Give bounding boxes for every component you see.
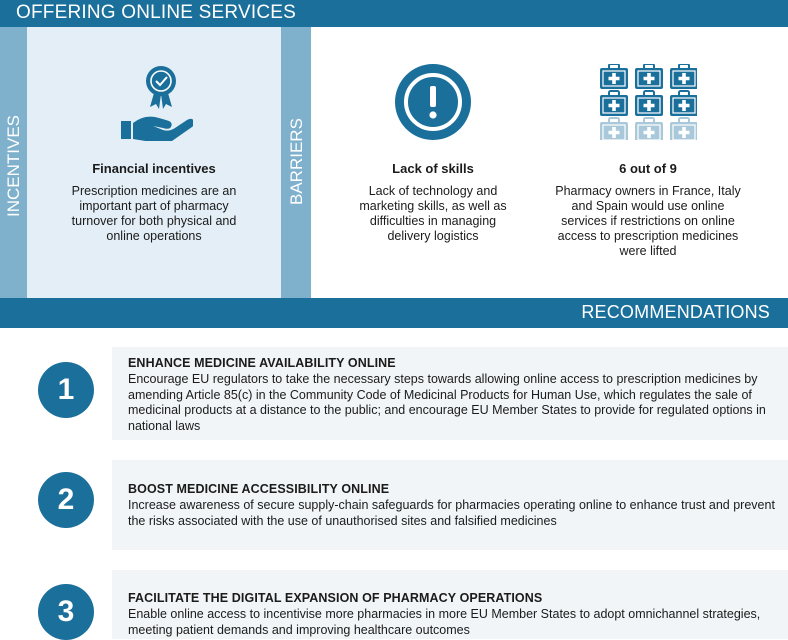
medical-kit-icon [635, 118, 663, 140]
recommendation-number-3: 3 [38, 584, 94, 640]
header-bar [0, 0, 788, 27]
incentives-label: INCENTIVES [4, 114, 23, 217]
recommendation-1 [112, 347, 788, 440]
recommendations-bar [0, 298, 788, 328]
incentives-strip [0, 27, 27, 298]
recommendation-1-text: Encourage EU regulators to take the necessary steps towards allowing online access to prescription medicines by amending Article 85(c) in the Community Code of Medicinal Products for Human Use, which regulates the sale of medicinal products at a distance to the public; and encourage EU Member States to provide for regulated options in national laws [128, 372, 766, 433]
medical-kit-grid-icon [599, 64, 697, 140]
page-title: OFFERING ONLINE SERVICES [16, 2, 297, 23]
barriers-panel [311, 27, 788, 298]
medical-kit-icon [600, 64, 628, 89]
incentives-panel [27, 27, 281, 298]
medical-kit-icon [670, 118, 697, 140]
medical-kit-icon [600, 91, 628, 116]
lack-of-skills-block [347, 161, 519, 244]
recommendation-number-2: 2 [38, 472, 94, 528]
exclamation-circle-icon [395, 64, 471, 140]
financial-incentives-block [69, 161, 239, 244]
six-out-of-nine-text: Pharmacy owners in France, Italy and Spain would use online services if restrictions on online access to prescription medicines were lifted [555, 184, 741, 258]
barriers-label: BARRIERS [287, 118, 306, 205]
financial-incentives-text: Prescription medicines are an important part of pharmacy turnover for both physical and online operations [71, 184, 237, 243]
lack-of-skills-text: Lack of technology and marketing skills, as well as difficulties in managing delivery logistics [359, 184, 507, 243]
six-out-of-nine-heading: 6 out of 9 [619, 161, 677, 176]
barriers-strip [281, 27, 311, 298]
recommendation-3-text: Enable online access to incentivise more pharmacies in more EU Member States to adopt omnichannel strategies, meeting patient demands and improving healthcare outcomes [128, 607, 761, 637]
recommendation-2 [112, 460, 788, 550]
recommendation-3-heading: FACILITATE THE DIGITAL EXPANSION OF PHARMACY OPERATIONS [128, 591, 543, 605]
recommendation-3 [112, 570, 788, 639]
recommendation-2-text: Increase awareness of secure supply-chain safeguards for pharmacies operating online to enhance trust and prevent the risks associated with the use of unauthorised sites and falsified medicines [128, 498, 775, 528]
recommendation-2-heading: BOOST MEDICINE ACCESSIBILITY ONLINE [128, 482, 390, 496]
medical-kit-icon [635, 91, 663, 116]
medical-kit-icon [670, 64, 697, 89]
lack-of-skills-heading: Lack of skills [392, 161, 474, 176]
six-out-of-nine-block [555, 161, 741, 259]
medical-kit-icon [635, 64, 663, 89]
recommendation-1-heading: ENHANCE MEDICINE AVAILABILITY ONLINE [128, 356, 396, 370]
recommendations-title: RECOMMENDATIONS [581, 302, 770, 322]
financial-incentives-heading: Financial incentives [92, 161, 216, 176]
hand-award-icon [115, 63, 193, 141]
recommendation-number-1: 1 [38, 362, 94, 418]
medical-kit-icon [600, 118, 628, 140]
medical-kit-icon [670, 91, 697, 116]
